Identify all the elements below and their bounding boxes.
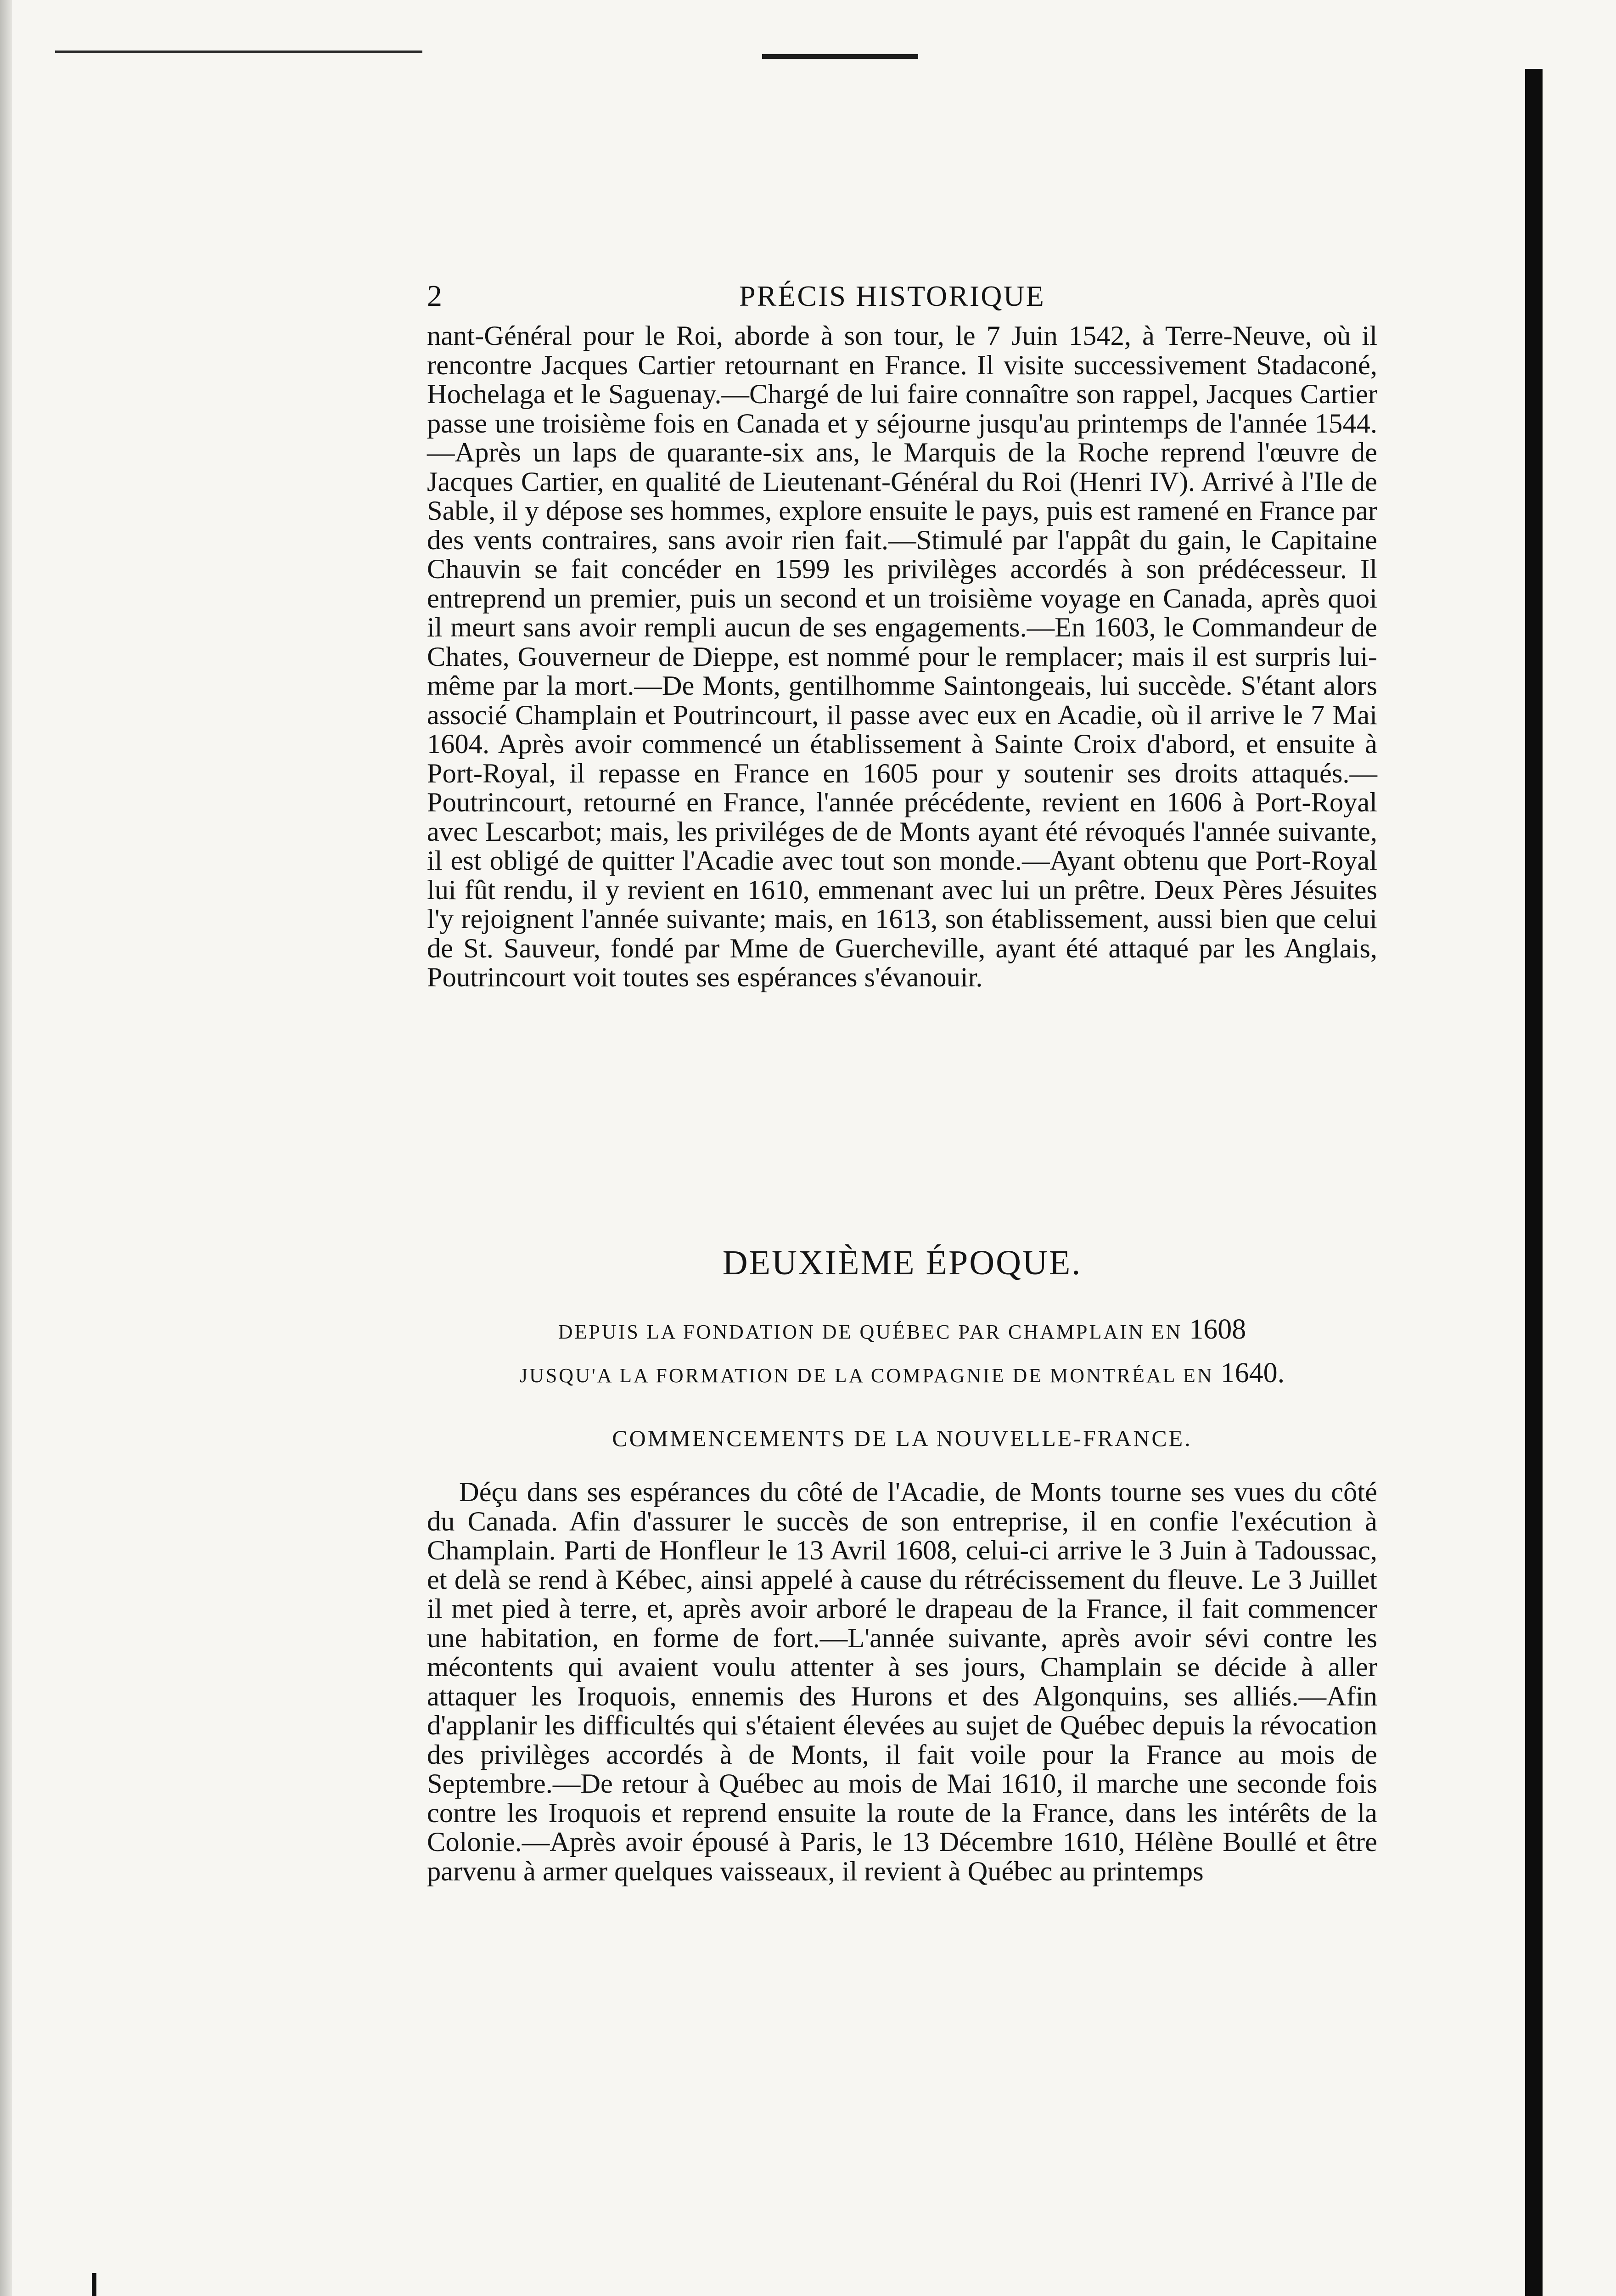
epoch-subtitle-line-2 bbox=[427, 1357, 1377, 1392]
scan-corner-mark bbox=[92, 2273, 110, 2296]
body-paragraph-1: nant-Général pour le Roi, aborde à son tour, le 7 Juin 1542, à Terre-Neuve, où il rencontre Jacques Cartier retournant en France. Il visite successivement Stadaconé, Hochelaga et le Saguenay.—Chargé de lui faire connaître son rappel, Jacques Cartier passe une troisième fois en Canada et y séjourne jusqu'au printemps de l'année 1544.—Après un laps de quarante-six ans, le Marquis de la Roche reprend l'œuvre de Jacques Cartier, en qualité de Lieutenant-Général du Roi (Henri IV). Arrivé à l'Ile de Sable, il y dépose ses hommes, explore ensuite le pays, puis est ramené en France par des vents contraires, sans avoir rien fait.—Stimulé par l'appât du gain, le Capitaine Chauvin se fait concéder en 1599 les privilèges accordés à son prédécesseur. Il entreprend un premier, puis un second et un troisième voyage en Canada, après quoi il meurt sans avoir rempli aucun de ses engagements.—En 1603, le Commandeur de Chates, Gouverneur de Dieppe, est nommé pour le remplacer; mais il est surpris lui-même par la mort.—De Monts, gentilhomme Saintongeais, lui succède. S'étant alors associé Champlain et Poutrincourt, il passe avec eux en Acadie, où il arrive le 7 Mai 1604. Après avoir commencé un établissement à Sainte Croix d'abord, et ensuite à Port-Royal, il repasse en France en 1605 pour y soutenir ses droits attaqués.—Poutrincourt, retourné en France, l'année précédente, revient en 1606 à Port-Royal avec Lescarbot; mais, les priviléges de de Monts ayant été révoqués l'année suivante, il est obligé de quitter l'Acadie avec tout son monde.—Ayant obtenu que Port-Royal lui fût rendu, il y revient en 1610, emmenant avec lui un prêtre. Deux Pères Jésuites l'y rejoignent l'année suivante; mais, en 1613, son établissement, aussi bien que celui de St. Sauveur, fondé par Mme de Guercheville, ayant été attaqué par les Anglais, Poutrincourt voit toutes ses espérances s'évanouir. bbox=[427, 321, 1377, 993]
epoch-subtitle-line-1 bbox=[427, 1313, 1377, 1348]
scan-right-edge bbox=[1525, 69, 1543, 2296]
subtitle-text: DEPUIS LA FONDATION DE QUÉBEC PAR CHAMPLAIN EN bbox=[558, 1321, 1183, 1343]
body-paragraph-2: Déçu dans ses espérances du côté de l'Acadie, de Monts tourne ses vues du côté du Canada. Afin d'assurer le succès de son entreprise, il en confie l'exécution à Champlain. Parti de Honfleur le 13 Avril 1608, celui-ci arrive le 3 Juin à Tadoussac, et delà se rend à Kébec, ainsi appelé à cause du rétrécissement du fleuve. Le 3 Juillet il met pied à terre, et, après avoir arboré le drapeau de la France, il fait commencer une habitation, en forme de fort.—L'année suivante, après avoir sévi contre les mécontents qui avaient voulu attenter à ses jours, Champlain se décide à aller attaquer les Iroquois, ennemis des Hurons et des Algonquins, ses alliés.—Afin d'applanir les difficultés qui s'étaient élevées au sujet de Québec depuis la révocation des privilèges accordés à de Monts, il fait voile pour la France au mois de Septembre.—De retour à Québec au mois de Mai 1610, il marche une seconde fois contre les Iroquois et reprend ensuite la route de la France, dans les intérêts de la Colonie.—Après avoir épousé à Paris, le 13 Décembre 1610, Hélène Boullé et être parvenu à armer quelques vaisseaux, il revient à Québec au printemps bbox=[427, 1477, 1377, 1887]
section-title: COMMENCEMENTS DE LA NOUVELLE-FRANCE. bbox=[612, 1425, 1192, 1451]
scan-artifact-rule bbox=[762, 54, 918, 59]
subtitle-year: 1640. bbox=[1220, 1357, 1285, 1389]
subtitle-year: 1608 bbox=[1189, 1314, 1246, 1345]
page-header bbox=[427, 276, 1377, 317]
epoch-title: DEUXIÈME ÉPOQUE. bbox=[722, 1244, 1082, 1282]
scan-artifact-rule bbox=[55, 51, 422, 53]
subtitle-text: JUSQU'A LA FORMATION DE LA COMPAGNIE DE MONTRÉAL EN bbox=[519, 1364, 1214, 1387]
running-title: PRÉCIS HISTORIQUE bbox=[739, 280, 1045, 312]
page-number: 2 bbox=[427, 279, 442, 313]
scan-left-margin bbox=[0, 0, 12, 2296]
